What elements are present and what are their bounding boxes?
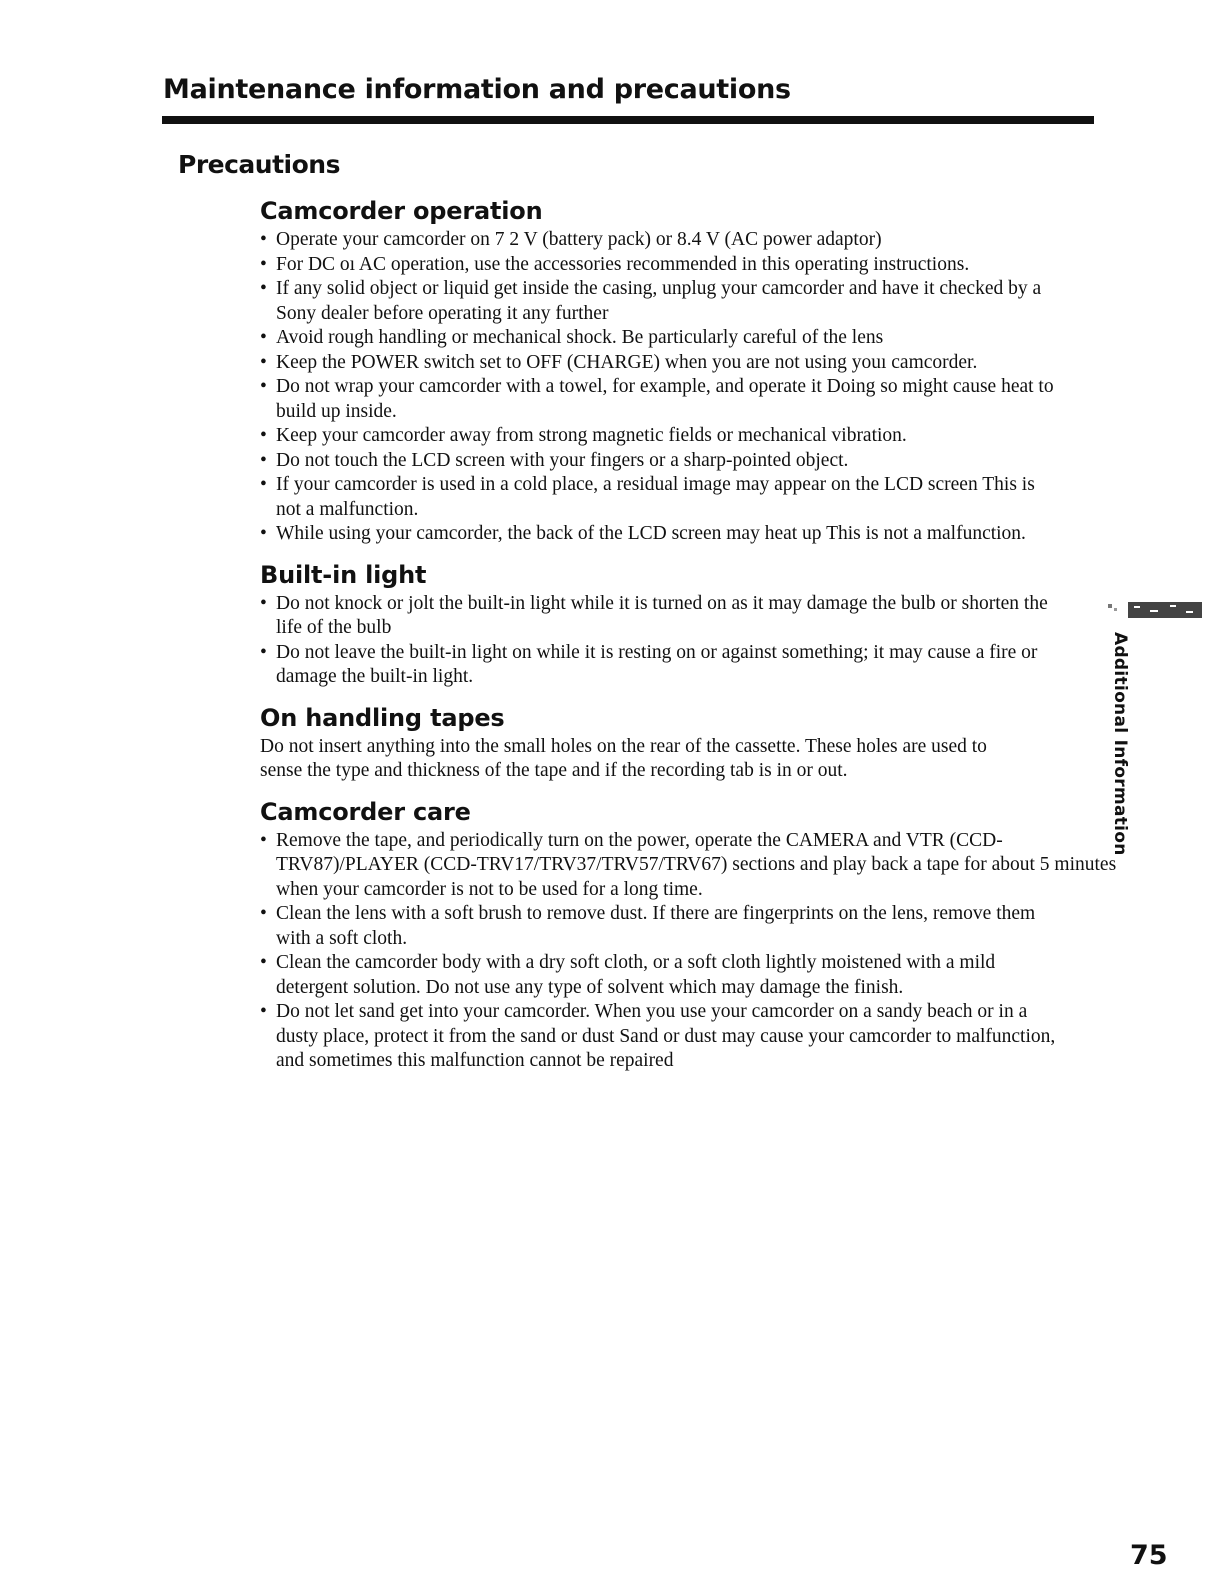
section-heading: Camcorder care xyxy=(260,797,471,826)
section-paragraph: Do not insert anything into the small holes on the rear of the cassette. These holes are used to sense the type and thickness of the tape and if the recording tab is in or out. xyxy=(260,735,987,781)
page-number: 75 xyxy=(1130,1540,1168,1571)
bullet-list xyxy=(260,829,1130,1074)
section-camcorder-operation xyxy=(260,197,1130,547)
bullet-item: • Clean the camcorder body with a dry soft cloth, or a soft cloth lightly moistened with a mild detergent solution. Do not use any type of solvent which may damage the finish. xyxy=(260,951,1056,1000)
side-tab-label: Additional Information xyxy=(1110,632,1130,856)
bullet-item: • Keep the POWER switch set to OFF (CHARGE) when you are not using youı camcorder. xyxy=(260,351,1056,376)
bullet-item: • For DC oı AC operation, use the accessories recommended in this operating instructions. xyxy=(260,253,1056,278)
bullet-item: • Do not let sand get into your camcorder. When you use your camcorder on a sandy beach or in a dusty place, protect it from the sand or dust Sand or dust may cause your camcorder to malfunction, and sometimes this malfunction cannot be repaired xyxy=(260,1000,1056,1074)
section-heading: Camcorder operation xyxy=(260,197,543,225)
bullet-item: • Do not leave the built-in light on while it is resting on or against something; it may cause a fire or damage the built-in light. xyxy=(260,641,1056,690)
bullet-item: • Do not wrap your camcorder with a towel, for example, and operate it Doing so might cause heat to build up inside. xyxy=(260,375,1056,424)
section-handling-tapes xyxy=(260,704,1130,784)
page-title: Precautions xyxy=(178,150,340,179)
bullet-item: • Operate your camcorder on 7 2 V (battery pack) or 8.4 V (AC power adaptor) xyxy=(260,228,1056,253)
side-tab-marker xyxy=(1100,598,1210,628)
bullet-item: • If any solid object or liquid get inside the casing, unplug your camcorder and have it checked by a Sony dealer before operating it any further xyxy=(260,277,1056,326)
section-heading: On handling tapes xyxy=(260,703,505,732)
header-rule xyxy=(162,116,1094,124)
section-heading: Built-in light xyxy=(260,560,427,589)
page-header: Maintenance information and precautions xyxy=(163,74,791,105)
bullet-list xyxy=(260,228,1130,547)
bullet-list xyxy=(260,592,1130,690)
bullet-item: • Avoid rough handling or mechanical shock. Be particularly careful of the lens xyxy=(260,326,1056,351)
bullet-item: • While using your camcorder, the back of the LCD screen may heat up This is not a malfunction. xyxy=(260,522,1056,547)
section-camcorder-care xyxy=(260,798,1130,1074)
content-body xyxy=(260,197,1130,1088)
bullet-item: • If your camcorder is used in a cold place, a residual image may appear on the LCD screen This is not a malfunction. xyxy=(260,473,1056,522)
bullet-item: • Remove the tape, and periodically turn on the power, operate the CAMERA and VTR (CCD-TRV87)/PLAYER (CCD-TRV17/TRV37/TRV57/TRV67) sections and play back a tape for about 5 minutes when your camcorder is not to be used for a long time. xyxy=(260,829,1130,903)
bullet-item: • Keep your camcorder away from strong magnetic fields or mechanical vibration. xyxy=(260,424,1056,449)
section-built-in-light xyxy=(260,561,1130,690)
bullet-item: • Do not touch the LCD screen with your fingers or a sharp-pointed object. xyxy=(260,449,1056,474)
bullet-item: • Do not knock or jolt the built-in light while it is turned on as it may damage the bulb or shorten the life of the bulb xyxy=(260,592,1056,641)
bullet-item: • Clean the lens with a soft brush to remove dust. If there are fingerprints on the lens, remove them with a soft cloth. xyxy=(260,902,1056,951)
